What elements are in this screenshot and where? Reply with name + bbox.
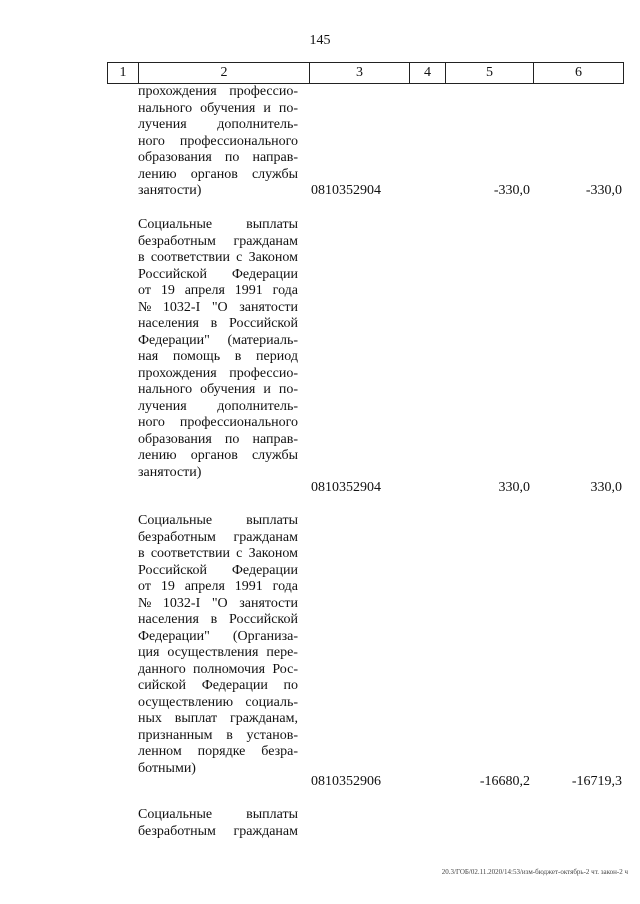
description-line: от 19 апреля 1991 года bbox=[138, 579, 298, 594]
column-header-row bbox=[108, 63, 624, 84]
description-line: образования по направ- bbox=[138, 431, 298, 447]
description-line: безработным гражданам bbox=[138, 823, 298, 839]
description-line: ция осуществления пере- bbox=[138, 645, 298, 660]
amount-column-6: -16719,3 bbox=[571, 774, 622, 789]
column-header-5: 5 bbox=[446, 63, 534, 84]
description-line: от 19 апреля 1991 года bbox=[138, 283, 298, 298]
column-header-table bbox=[107, 62, 624, 84]
classification-code: 0810352904 bbox=[311, 183, 381, 198]
description-line: Социальные выплаты bbox=[138, 217, 298, 232]
description-line: ного профессионального bbox=[138, 415, 298, 430]
page-number: 145 bbox=[309, 33, 331, 48]
description-line: безработным гражданам bbox=[138, 529, 298, 545]
classification-code: 0810352904 bbox=[311, 480, 381, 495]
amount-column-5: -330,0 bbox=[493, 183, 530, 198]
document-footer: 20.3/ГОБ/02.11.2020/14:53/изм-бюджет-октябрь-2 чт. закон-2 ч bbox=[441, 868, 628, 876]
description-line: сийской Федерации по bbox=[138, 678, 298, 693]
amount-column-6: 330,0 bbox=[590, 480, 622, 495]
table-row-description bbox=[138, 217, 298, 481]
description-line: Российской Федерации bbox=[138, 266, 298, 282]
column-header-1: 1 bbox=[108, 63, 139, 84]
description-line: Федерации" (материаль- bbox=[138, 332, 298, 348]
description-line: лучения дополнитель- bbox=[138, 398, 298, 414]
description-line: безработным гражданам bbox=[138, 233, 298, 249]
description-line: ного профессионального bbox=[138, 133, 298, 149]
description-line: Российской Федерации bbox=[138, 562, 298, 578]
description-line: лению органов службы bbox=[138, 166, 298, 182]
amount-column-5: 330,0 bbox=[498, 480, 530, 495]
description-line: образования по направ- bbox=[138, 150, 298, 165]
description-line: населения в Российской bbox=[138, 316, 298, 331]
description-line: ботными) bbox=[138, 760, 196, 776]
description-line: прохождения профессио- bbox=[138, 84, 298, 99]
column-header-6: 6 bbox=[534, 63, 624, 84]
description-line: осуществлению социаль- bbox=[138, 694, 298, 710]
description-line: населения в Российской bbox=[138, 612, 298, 627]
description-line: № 1032-I "О занятости bbox=[138, 299, 298, 315]
description-line: прохождения профессио- bbox=[138, 365, 298, 381]
table-row-description bbox=[138, 513, 298, 777]
table-row-description bbox=[138, 807, 298, 840]
description-line: лению органов службы bbox=[138, 448, 298, 463]
column-header-3: 3 bbox=[310, 63, 410, 84]
description-line: Социальные выплаты bbox=[138, 807, 298, 822]
description-line: в соответствии с Законом bbox=[138, 250, 298, 265]
description-line: занятости) bbox=[138, 464, 202, 480]
description-line: ных выплат гражданам, bbox=[138, 711, 298, 726]
description-line: данного полномочия Рос- bbox=[138, 661, 298, 677]
classification-code: 0810352906 bbox=[311, 774, 381, 789]
description-line: признанным в установ- bbox=[138, 727, 298, 743]
description-line: ленном порядке безра- bbox=[138, 744, 298, 759]
description-line: занятости) bbox=[138, 183, 202, 198]
description-line: Федерации" (Организа- bbox=[138, 628, 298, 644]
description-line: лучения дополнитель- bbox=[138, 117, 298, 132]
description-line: № 1032-I "О занятости bbox=[138, 595, 298, 611]
column-header-4: 4 bbox=[410, 63, 446, 84]
description-line: нального обучения и по- bbox=[138, 382, 298, 397]
column-header-2: 2 bbox=[139, 63, 310, 84]
description-line: в соответствии с Законом bbox=[138, 546, 298, 561]
amount-column-5: -16680,2 bbox=[479, 774, 530, 789]
description-line: ная помощь в период bbox=[138, 349, 298, 364]
amount-column-6: -330,0 bbox=[585, 183, 622, 198]
description-line: Социальные выплаты bbox=[138, 513, 298, 528]
table-row-description bbox=[138, 84, 298, 200]
description-line: нального обучения и по- bbox=[138, 100, 298, 116]
